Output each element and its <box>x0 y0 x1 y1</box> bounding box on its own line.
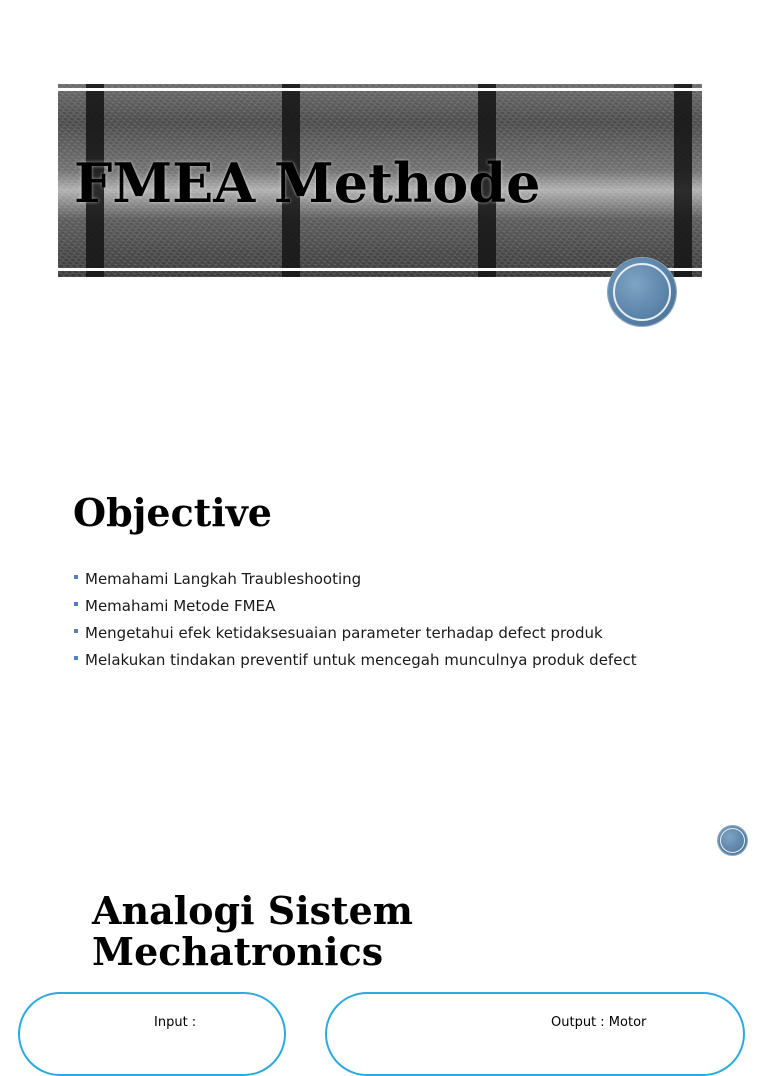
objective-heading: Objective <box>73 490 272 535</box>
bullet-marker <box>74 575 78 579</box>
bullet-marker <box>74 602 78 606</box>
input-box <box>18 992 286 1076</box>
objective-list <box>73 566 637 674</box>
banner-top-line <box>58 88 702 91</box>
objective-item <box>73 647 637 674</box>
objective-item-text: Memahami Langkah Traubleshooting <box>85 570 362 588</box>
objective-item <box>73 566 637 593</box>
input-box-label: Input : <box>154 1015 197 1030</box>
objective-item-text: Melakukan tindakan preventif untuk mencegah munculnya produk defect <box>85 651 637 669</box>
bullet-marker <box>74 656 78 660</box>
output-box <box>325 992 745 1076</box>
objective-item-text: Memahami Metode FMEA <box>85 597 276 615</box>
output-box-label: Output : Motor <box>551 1015 647 1030</box>
bullet-marker <box>74 629 78 633</box>
banner-bottom-line <box>58 268 702 271</box>
analogi-heading-line2: Mechatronics <box>92 929 384 974</box>
decorative-orb-small <box>718 826 747 855</box>
decorative-orb-large <box>608 258 676 326</box>
analogi-heading-line1: Analogi Sistem <box>92 888 413 933</box>
objective-item <box>73 620 637 647</box>
slide-title: FMEA Methode <box>74 151 541 215</box>
objective-item <box>73 593 637 620</box>
objective-item-text: Mengetahui efek ketidaksesuaian parameter terhadap defect produk <box>85 624 603 642</box>
analogi-heading <box>92 890 413 972</box>
